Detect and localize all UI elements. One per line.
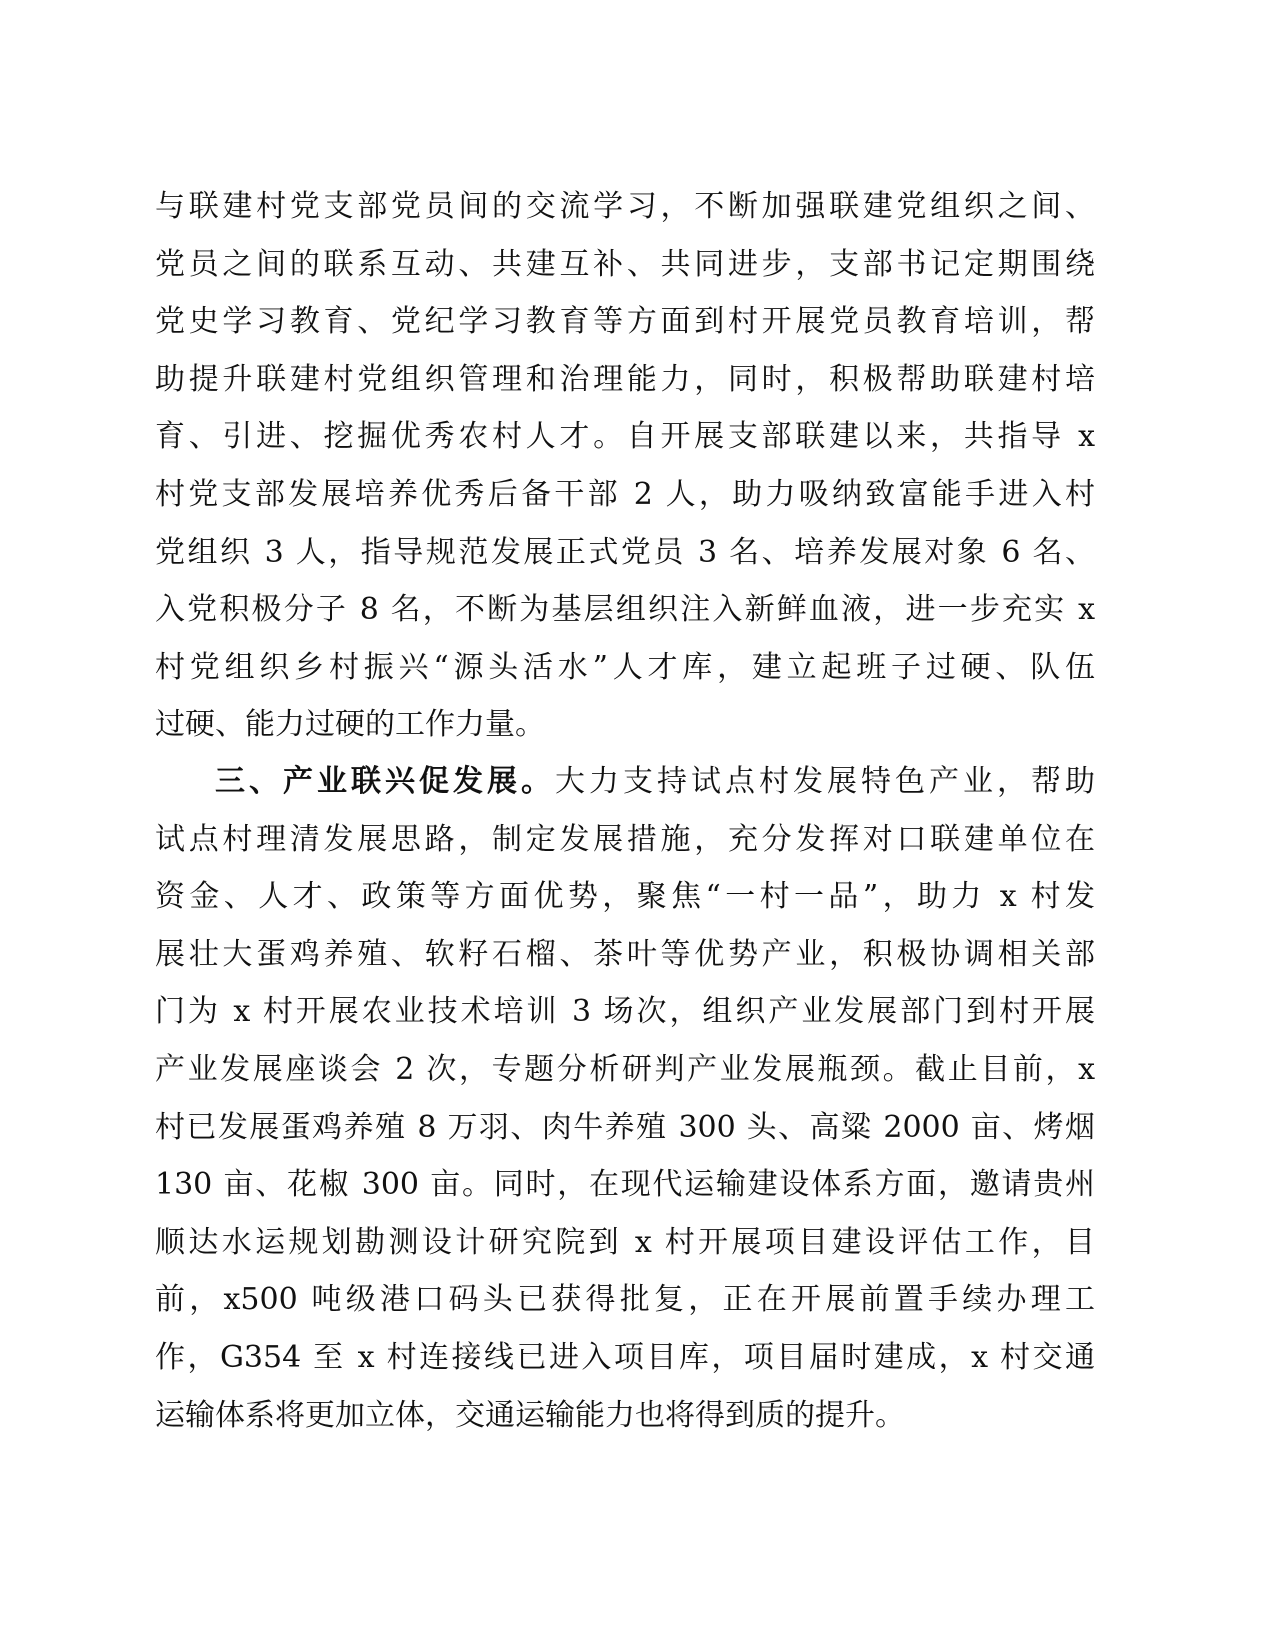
section-heading: 三、产业联兴促发展。 [215,764,555,799]
paragraph-2 [155,753,1095,1444]
text-line: 运输体系将更加立体，交通运输能力也将得到质的提升。 [155,1397,905,1433]
text-line: 党组织 3 人，指导规范发展正式党员 3 名、培养发展对象 6 名、 [155,534,1095,570]
text-line: 门为 x 村开展农业技术培训 3 场次，组织产业发展部门到村开展 [155,994,1095,1030]
text-line: 顺达水运规划勘测设计研究院到 x 村开展项目建设评估工作，目 [155,1224,1095,1260]
text-line: 村已发展蛋鸡养殖 8 万羽、肉牛养殖 300 头、高粱 2000 亩、烤烟 [155,1109,1095,1145]
text-line: 产业发展座谈会 2 次，专题分析研判产业发展瓶颈。截止目前，x [155,1051,1095,1087]
text-line: 资金、人才、政策等方面优势，聚焦“一村一品”，助力 x 村发 [155,879,1095,915]
text-line: 党史学习教育、党纪学习教育等方面到村开展党员教育培训，帮 [155,304,1095,340]
text-line: 过硬、能力过硬的工作力量。 [155,707,545,743]
text-line: 党员之间的联系互动、共建互补、共同进步，支部书记定期围绕 [155,246,1095,282]
text-line: 育、引进、挖掘优秀农村人才。自开展支部联建以来，共指导 x [155,419,1095,455]
text-line: 村党组织乡村振兴“源头活水”人才库，建立起班子过硬、队伍 [155,649,1095,685]
paragraph-1 [155,178,1095,754]
text-line: 入党积极分子 8 名，不断为基层组织注入新鲜血液，进一步充实 x [155,592,1095,628]
text-line: 村党支部发展培养优秀后备干部 2 人，助力吸纳致富能手进入村 [155,476,1095,512]
first-line-text: 大力支持试点村发展特色产业，帮助 [555,764,1095,799]
text-line: 前，x500 吨级港口码头已获得批复，正在开展前置手续办理工 [155,1282,1095,1318]
text-line: 试点村理清发展思路，制定发展措施，充分发挥对口联建单位在 [155,821,1095,857]
text-line: 展壮大蛋鸡养殖、软籽石榴、茶叶等优势产业，积极协调相关部 [155,936,1095,972]
text-line: 与联建村党支部党员间的交流学习，不断加强联建党组织之间、 [155,189,1095,224]
text-line: 助提升联建村党组织管理和治理能力，同时，积极帮助联建村培 [155,361,1095,397]
text-line: 130 亩、花椒 300 亩。同时，在现代运输建设体系方面，邀请贵州 [155,1167,1095,1203]
text-line-first [155,753,1095,811]
text-line: 作，G354 至 x 村连接线已进入项目库，项目届时建成，x 村交通 [155,1339,1095,1375]
